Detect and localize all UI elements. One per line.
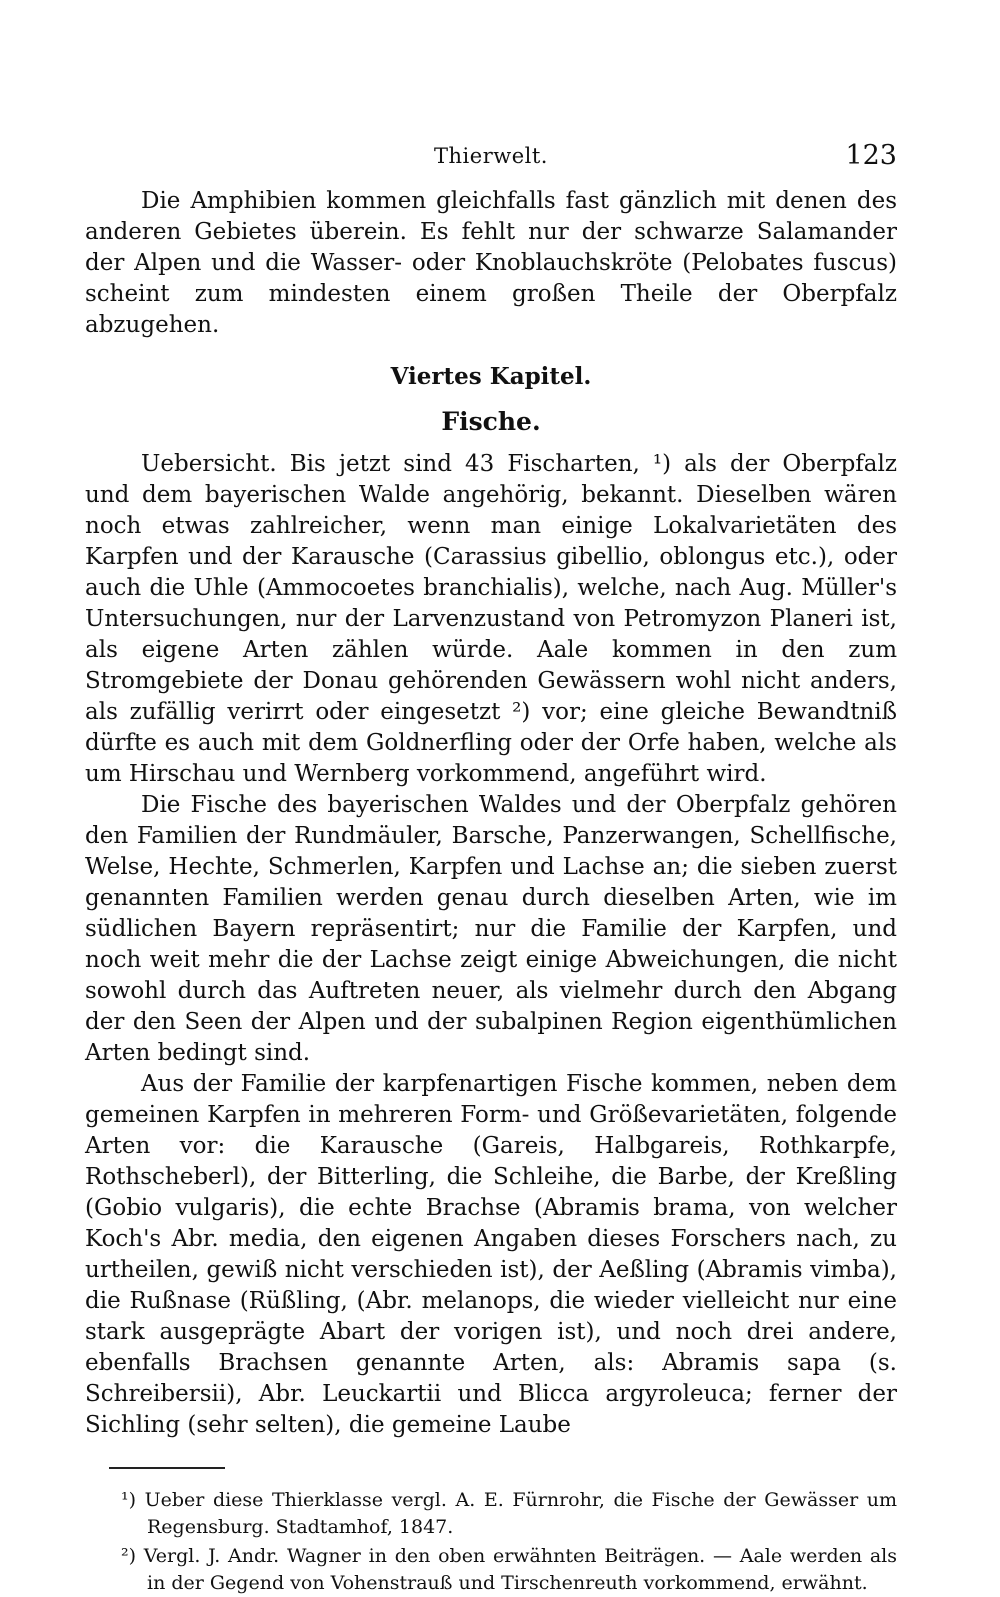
- amphibian-paragraph: Die Amphibien kommen gleichfalls fast gänzlich mit denen des anderen Gebietes überein. Es fehlt nur der schwarze Salamander der Alpen und die Wasser- oder Knoblauchskröte (Pelobates fuscus) scheint zum mindesten einem großen Theile der Oberpfalz abzugehen.: [85, 188, 897, 338]
- book-page: [85, 140, 897, 1594]
- footnote-1: ¹) Ueber diese Thierklasse vergl. A. E. Fürnrohr, die Fische der Gewässer um Regensburg. Stadtamhof, 1847.: [121, 1489, 897, 1538]
- chapter-heading: Viertes Kapitel.: [390, 363, 592, 390]
- running-title: Thierwelt.: [434, 144, 548, 168]
- families-paragraph: Die Fische des bayerischen Waldes und der Oberpfalz gehören den Familien der Rundmäuler, Barsche, Panzerwangen, Schellfische, Welse, Hechte, Schmerlen, Karpfen und Lachse an; die sieben zuerst genannten Familien werden genau durch dieselben Arten, wie im südlichen Bayern repräsentirt; nur die Familie der Karpfen, und noch weit mehr die der Lachse zeigt einige Abweichungen, die nicht sowohl durch das Auftreten neuer, als vielmehr durch den Abgang der den Seen der Alpen und der subalpinen Region eigenthümlichen Arten bedingt sind.: [85, 792, 897, 1066]
- overview-paragraph: Uebersicht. Bis jetzt sind 43 Fischarten, ¹) als der Oberpfalz und dem bayerischen Walde angehörig, bekannt. Dieselben wären noch etwas zahlreicher, wenn man einige Lokalvarietäten des Karpfen und der Karausche (Carassius gibellio, oblongus etc.), oder auch die Uhle (Ammocoetes branchialis), welche, nach Aug. Müller's Untersuchungen, nur der Larvenzustand von Petromyzon Planeri ist, als eigene Arten zählen würde. Aale kommen in den zum Stromgebiete der Donau gehörenden Gewässern wohl nicht anders, als zufällig verirrt oder eingesetzt ²) vor; eine gleiche Bewandtniß dürfte es auch mit dem Goldnerfling oder der Orfe haben, welche als um Hirschau und Wernberg vorkommend, angeführt wird.: [85, 451, 897, 787]
- running-header: [85, 140, 897, 180]
- carp-family-paragraph: Aus der Familie der karpfenartigen Fische kommen, neben dem gemeinen Karpfen in mehreren Form- und Größevarietäten, folgende Arten vor: die Karausche (Gareis, Halbgareis, Rothkarpfe, Rothscheberl), der Bitterling, die Schleihe, die Barbe, der Kreßling (Gobio vulgaris), die echte Brachse (Abramis brama, von welcher Koch's Abr. media, den eigenen Angaben dieses Forschers nach, zu urtheilen, gewiß nicht verschieden ist), der Aeßling (Abramis vimba), die Rußnase (Rüßling, (Abr. melanops, die wieder vielleicht nur eine stark ausgeprägte Abart der vorigen ist), und noch drei andere, ebenfalls Brachsen genannte Arten, als: Abramis sapa (s. Schreibersii), Abr. Leuckartii und Blicca argyroleuca; ferner der Sichling (sehr selten), die gemeine Laube: [85, 1071, 897, 1438]
- section-heading: Fische.: [441, 407, 541, 436]
- footnote-2: ²) Vergl. J. Andr. Wagner in den oben erwähnten Beiträgen. — Aale werden als in der Gegend von Vohenstrauß und Tirschenreuth vorkommend, erwähnt.: [121, 1545, 897, 1594]
- page-number: 123: [845, 140, 897, 171]
- footnote-divider: [109, 1467, 225, 1469]
